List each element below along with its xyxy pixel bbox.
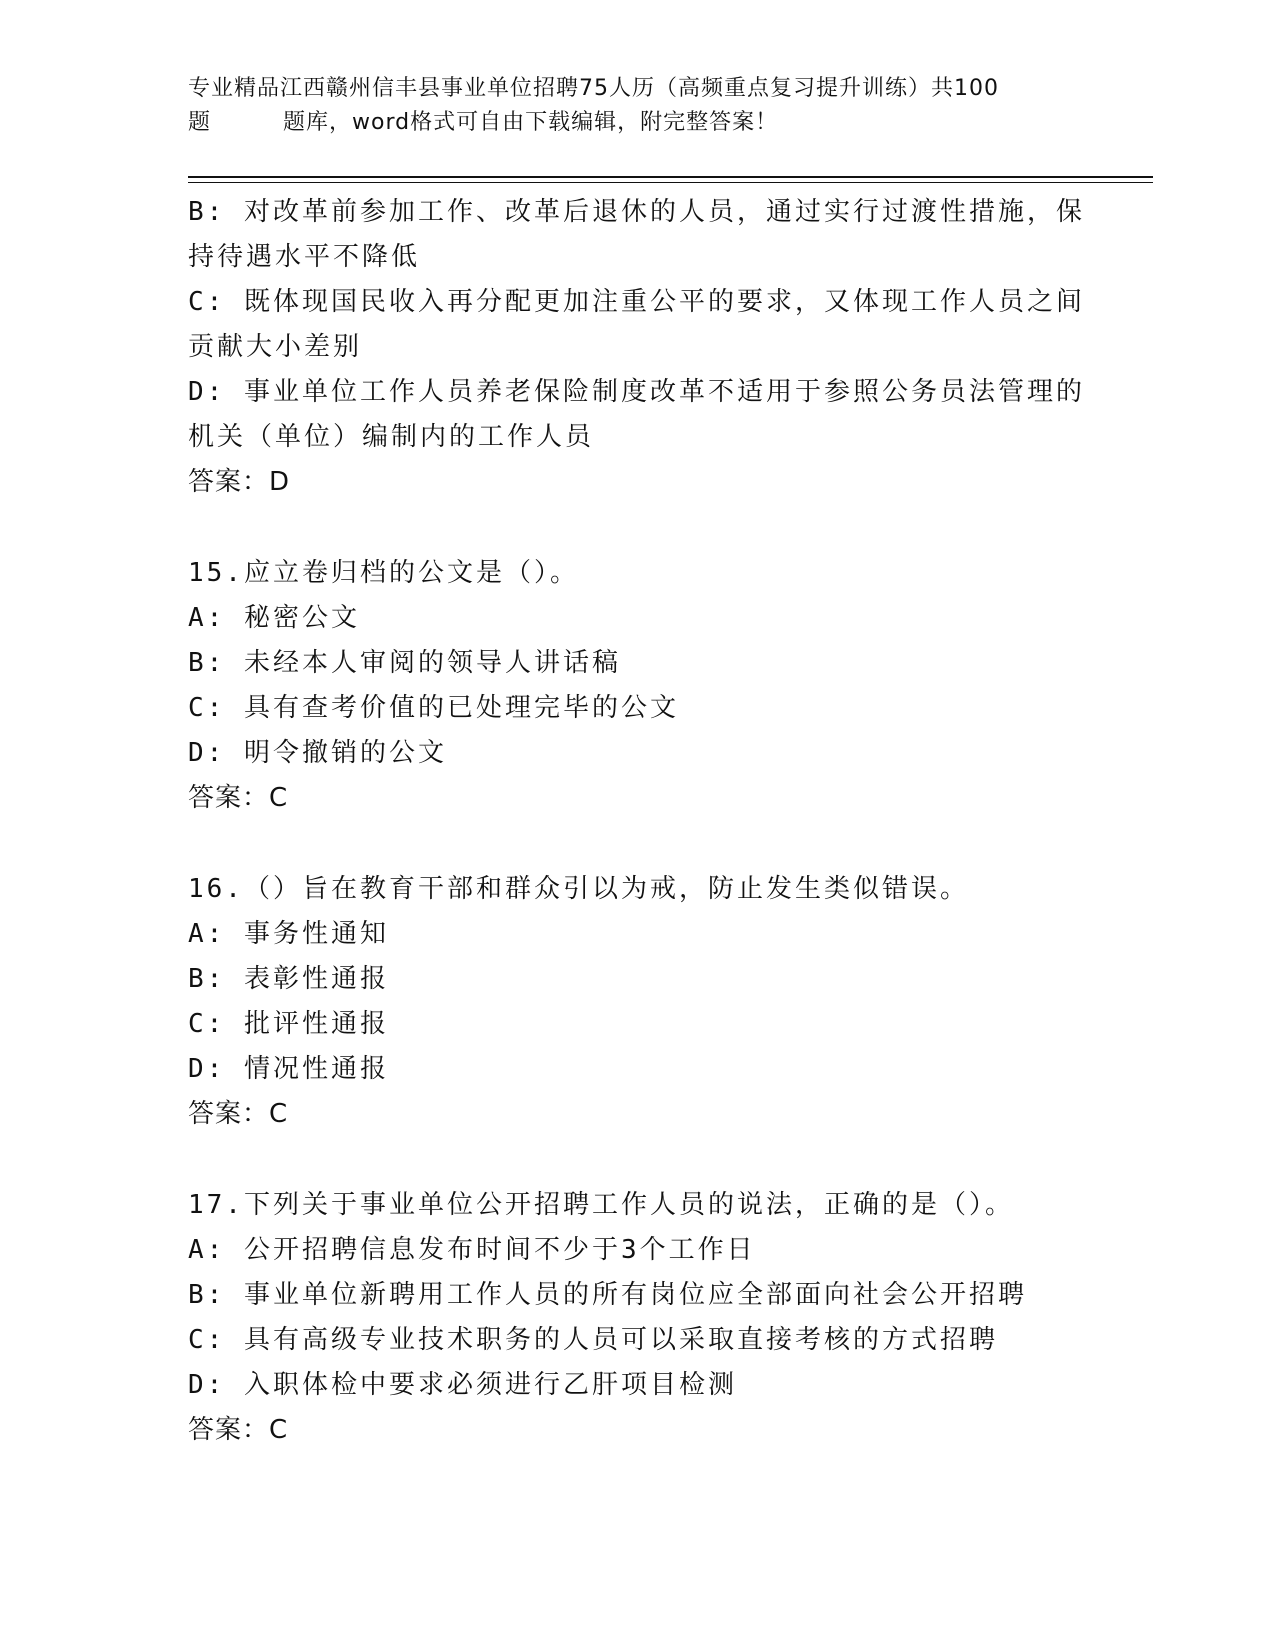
- answer-label: 答案：D: [188, 467, 291, 497]
- header-title-line2-rest: 题库，word格式可自由下载编辑，附完整答案！: [283, 110, 779, 135]
- option-d-line2: 机关（单位）编制内的工作人员: [188, 422, 595, 452]
- option-a: A: 公开招聘信息发布时间不少于3个工作日: [188, 1235, 756, 1265]
- option-b-line1: B: 对改革前参加工作、改革后退休的人员，通过实行过渡性措施，保: [188, 197, 1085, 227]
- question-14-continued: [188, 190, 1088, 505]
- header-title-line2: [188, 106, 1068, 140]
- page-header: [188, 72, 1068, 140]
- option-a: A: 秘密公文: [188, 603, 360, 633]
- header-title-line2-start: 题: [188, 110, 212, 135]
- option-c-line2: 贡献大小差别: [188, 332, 363, 362]
- question-15: [188, 551, 1088, 821]
- option-d: D: 入职体检中要求必须进行乙肝项目检测: [188, 1370, 737, 1400]
- option-b: B: 未经本人审阅的领导人讲话稿: [188, 648, 621, 678]
- header-rule-thin: [188, 182, 1153, 183]
- header-title-line1: 专业精品江西赣州信丰县事业单位招聘75人历（高频重点复习提升训练）共100: [188, 76, 999, 101]
- answer-label: 答案：C: [188, 1415, 289, 1445]
- option-a: A: 事务性通知: [188, 919, 389, 949]
- option-b: B: 事业单位新聘用工作人员的所有岗位应全部面向社会公开招聘: [188, 1280, 1027, 1310]
- option-b: B: 表彰性通报: [188, 964, 389, 994]
- question-content: [188, 190, 1088, 1453]
- header-rule-thick: [188, 176, 1153, 178]
- question-stem: 16.（）旨在教育干部和群众引以为戒，防止发生类似错误。: [188, 874, 969, 904]
- option-d: D: 明令撤销的公文: [188, 738, 447, 768]
- option-c: C: 具有高级专业技术职务的人员可以采取直接考核的方式招聘: [188, 1325, 998, 1355]
- option-c-line1: C: 既体现国民收入再分配更加注重公平的要求，又体现工作人员之间: [188, 287, 1085, 317]
- answer-label: 答案：C: [188, 1099, 289, 1129]
- option-b-line2: 持待遇水平不降低: [188, 242, 421, 272]
- option-d: D: 情况性通报: [188, 1054, 389, 1084]
- question-stem: 15.应立卷归档的公文是（）。: [188, 558, 579, 588]
- answer-label: 答案：C: [188, 783, 289, 813]
- question-16: [188, 867, 1088, 1137]
- question-stem: 17.下列关于事业单位公开招聘工作人员的说法，正确的是（）。: [188, 1190, 1014, 1220]
- option-c: C: 具有查考价值的已处理完毕的公文: [188, 693, 679, 723]
- question-17: [188, 1183, 1088, 1453]
- option-c: C: 批评性通报: [188, 1009, 389, 1039]
- option-d-line1: D: 事业单位工作人员养老保险制度改革不适用于参照公务员法管理的: [188, 377, 1085, 407]
